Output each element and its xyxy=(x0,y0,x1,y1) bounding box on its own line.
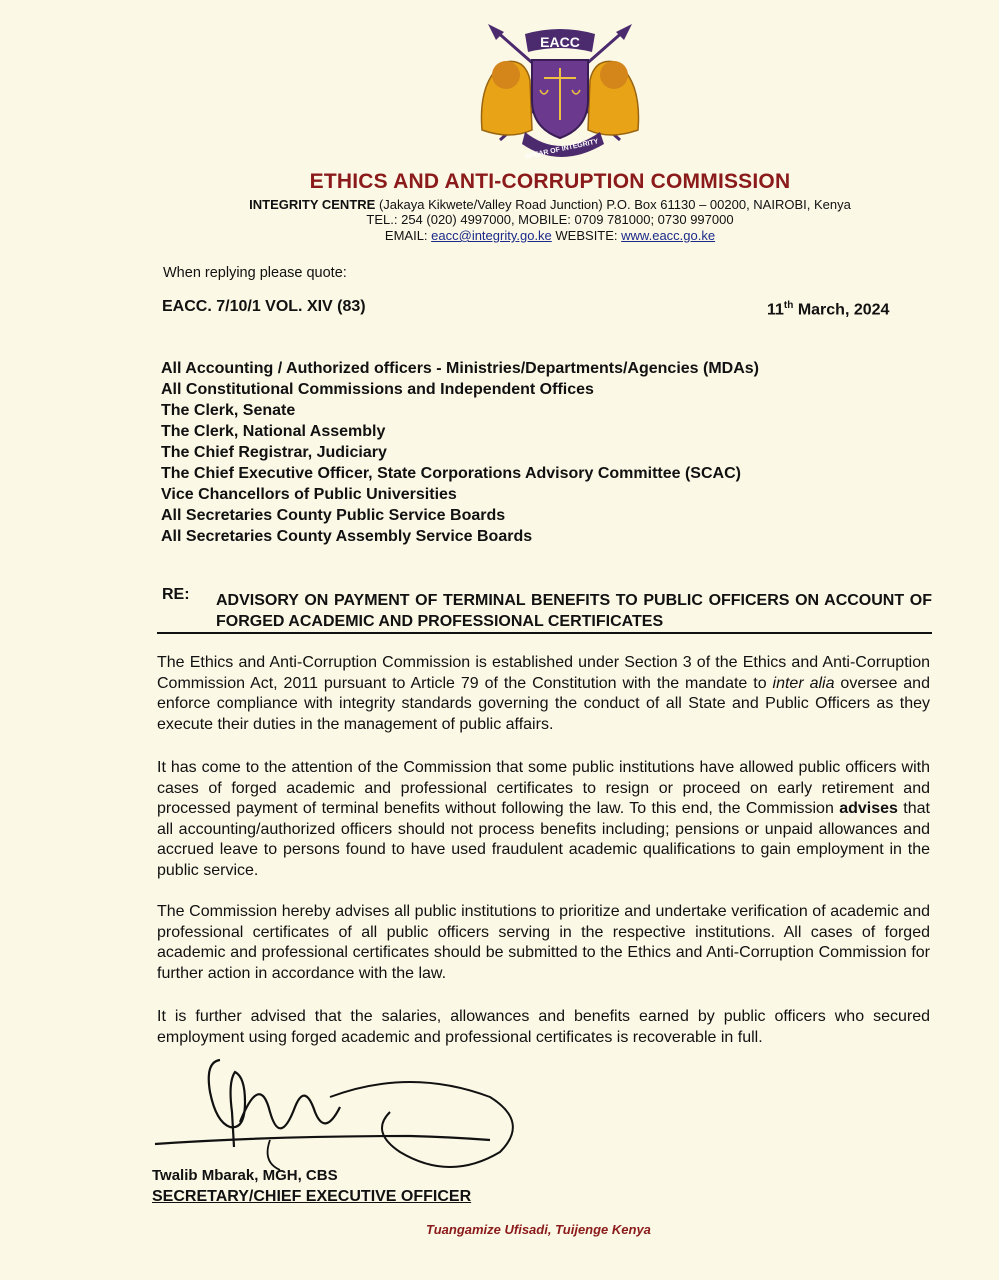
website-link[interactable]: www.eacc.go.ke xyxy=(621,228,716,243)
svg-text:EACC: EACC xyxy=(540,34,580,50)
contact-email-web xyxy=(0,228,999,244)
addressee: The Clerk, National Assembly xyxy=(161,423,386,440)
website-label: WEBSITE: xyxy=(555,228,618,243)
body-paragraph-4: It is further advised that the salaries, allowances and benefits earned by public officers who secured employment using forged academic and professional certificates is recoverable in full. xyxy=(157,1008,930,1046)
org-name: ETHICS AND ANTI-CORRUPTION COMMISSION xyxy=(309,170,791,193)
addressee: The Chief Executive Officer, State Corporations Advisory Committee (SCAC) xyxy=(161,465,741,482)
body-paragraph-1 xyxy=(157,653,930,735)
handwritten-signature xyxy=(150,1052,530,1182)
addressee: Vice Chancellors of Public Universities xyxy=(161,486,457,503)
email-label: EMAIL: xyxy=(384,228,428,243)
subject-title: ADVISORY ON PAYMENT OF TERMINAL BENEFITS TO PUBLIC OFFICERS ON ACCOUNT OF FORGED ACADEMIC AND PROFESSIONAL CERTIFICATES xyxy=(216,592,932,630)
footer-motto: Tuangamize Ufisadi, Tuijenge Kenya xyxy=(426,1222,651,1237)
contact-tel: TEL.: 254 (020) 4997000, MOBILE: 0709 781000; 0730 997000 xyxy=(366,212,734,227)
reference-number: EACC. 7/10/1 VOL. XIV (83) xyxy=(162,298,366,315)
addressee-list xyxy=(161,358,759,547)
addressee: The Clerk, Senate xyxy=(161,402,296,419)
p1-emphasis: inter alia xyxy=(772,674,835,692)
eacc-logo xyxy=(470,20,650,170)
email-link[interactable]: eacc@integrity.go.ke xyxy=(431,228,552,243)
address-detail: (Jakaya Kikwete/Valley Road Junction) P.O. Box 61130 – 00200, NAIROBI, Kenya xyxy=(378,197,851,212)
p2-strong: advises xyxy=(839,800,898,818)
p1-text-b: oversee and enforce compliance with integrity standards governing the conduct of all State and Public Officers as they execute their duties in the management of public affairs. xyxy=(157,674,930,733)
date-day: 11 xyxy=(767,301,784,319)
letter-date xyxy=(767,300,889,319)
svg-text:SPEAR OF INTEGRITY: SPEAR OF INTEGRITY xyxy=(524,138,600,161)
body-paragraph-3: The Commission hereby advises all public institutions to prioritize and undertake verification of academic and professional certificates of all public officers serving in the respective institutions. All cases of forged academic and professional certificates should be submitted to the Ethics and Anti-Corruption Commission for further action in accordance with the law. xyxy=(157,903,930,982)
body-paragraph-2 xyxy=(157,758,930,882)
subject-label: RE: xyxy=(162,586,190,603)
addressee: All Accounting / Authorized officers - Ministries/Departments/Agencies (MDAs) xyxy=(161,360,759,377)
date-rest: March, 2024 xyxy=(797,301,890,319)
date-suffix: th xyxy=(783,300,794,311)
addressee: All Secretaries County Public Service Boards xyxy=(161,507,506,524)
p2-text-a: It has come to the attention of the Commission that some public institutions have allowed public officers with cases of forged academic and professional certificates to resign or proceed on early retirement and processed payment of terminal benefits without following the law. To this end, the Commission xyxy=(157,759,930,818)
addressee: All Secretaries County Assembly Service Boards xyxy=(161,528,533,545)
subject-underline xyxy=(157,632,932,634)
p2-text-b: that all accounting/authorized officers should not process benefits including; pensions or unpaid allowances and accrued leave to persons found to have used fraudulent academic qualifications to gain employment in the public service. xyxy=(157,800,930,879)
reply-note: When replying please quote: xyxy=(163,265,347,281)
addressee: The Chief Registrar, Judiciary xyxy=(161,444,387,461)
addressee: All Constitutional Commissions and Independent Offices xyxy=(161,381,594,398)
signatory-title: SECRETARY/CHIEF EXECUTIVE OFFICER xyxy=(152,1188,472,1205)
signatory-name: Twalib Mbarak, MGH, CBS xyxy=(152,1167,338,1184)
address-building: INTEGRITY CENTRE xyxy=(249,197,376,212)
contact-address xyxy=(0,197,999,213)
p1-text-a: The Ethics and Anti-Corruption Commission is established under Section 3 of the Ethics and Anti-Corruption Commission Act, 2011 pursuant to Article 79 of the Constitution with the mandate to xyxy=(157,654,930,692)
